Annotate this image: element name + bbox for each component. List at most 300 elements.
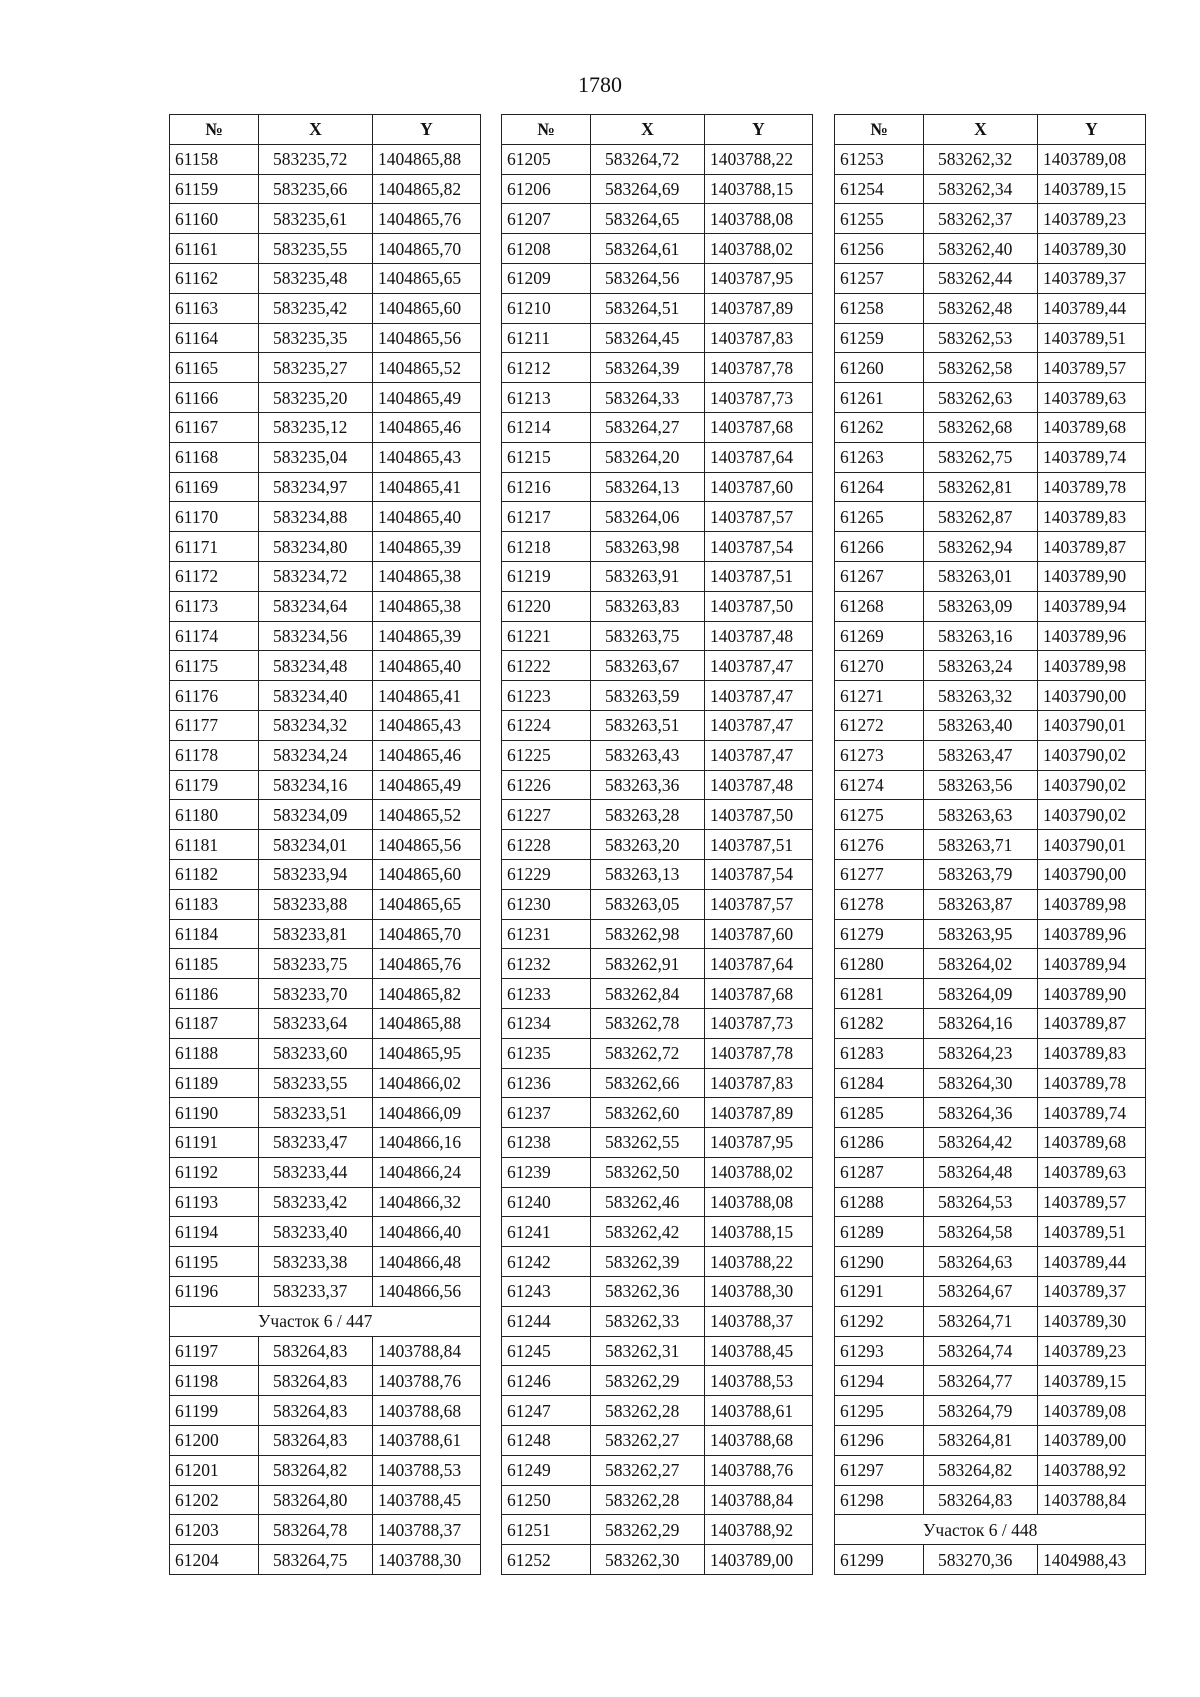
y-coordinate-cell: 1403788,76 xyxy=(705,1455,813,1485)
point-number-cell: 61193 xyxy=(170,1187,259,1217)
x-coordinate-cell: 583262,50 xyxy=(591,1157,705,1187)
x-coordinate-cell: 583262,44 xyxy=(924,263,1038,293)
section-header-row xyxy=(835,1515,1146,1545)
table-row xyxy=(502,770,813,800)
point-number-cell: 61222 xyxy=(502,651,591,681)
y-coordinate-cell: 1403788,15 xyxy=(705,1217,813,1247)
point-number-cell: 61297 xyxy=(835,1455,924,1485)
table-row xyxy=(835,949,1146,979)
y-coordinate-cell: 1403787,60 xyxy=(705,472,813,502)
x-coordinate-cell: 583235,27 xyxy=(259,353,373,383)
y-coordinate-cell: 1404865,65 xyxy=(373,263,481,293)
y-coordinate-cell: 1403788,08 xyxy=(705,204,813,234)
y-coordinate-cell: 1403788,53 xyxy=(373,1455,481,1485)
x-coordinate-cell: 583262,32 xyxy=(924,144,1038,174)
point-number-cell: 61178 xyxy=(170,740,259,770)
x-coordinate-cell: 583264,74 xyxy=(924,1336,1038,1366)
table-row xyxy=(170,353,481,383)
point-number-cell: 61295 xyxy=(835,1396,924,1426)
x-coordinate-cell: 583233,55 xyxy=(259,1068,373,1098)
y-coordinate-cell: 1403788,92 xyxy=(1038,1455,1146,1485)
table-row xyxy=(835,1008,1146,1038)
x-coordinate-cell: 583263,98 xyxy=(591,532,705,562)
table-row xyxy=(835,293,1146,323)
point-number-cell: 61274 xyxy=(835,770,924,800)
table-row xyxy=(835,234,1146,264)
table-row xyxy=(170,323,481,353)
x-coordinate-cell: 583235,61 xyxy=(259,204,373,234)
column-header-x: X xyxy=(924,115,1038,145)
table-row xyxy=(170,710,481,740)
point-number-cell: 61197 xyxy=(170,1336,259,1366)
table-row xyxy=(502,323,813,353)
table-row xyxy=(835,1157,1146,1187)
x-coordinate-cell: 583262,87 xyxy=(924,502,1038,532)
table-row xyxy=(170,472,481,502)
table-row xyxy=(170,889,481,919)
point-number-cell: 61276 xyxy=(835,830,924,860)
y-coordinate-cell: 1403787,64 xyxy=(705,949,813,979)
x-coordinate-cell: 583263,71 xyxy=(924,830,1038,860)
x-coordinate-cell: 583263,59 xyxy=(591,681,705,711)
point-number-cell: 61188 xyxy=(170,1038,259,1068)
y-coordinate-cell: 1404865,49 xyxy=(373,770,481,800)
table-header-row xyxy=(170,115,481,145)
x-coordinate-cell: 583234,24 xyxy=(259,740,373,770)
point-number-cell: 61275 xyxy=(835,800,924,830)
table-row xyxy=(502,263,813,293)
table-row xyxy=(170,204,481,234)
table-row xyxy=(835,472,1146,502)
table-row xyxy=(835,681,1146,711)
table-row xyxy=(835,353,1146,383)
table-row xyxy=(835,204,1146,234)
table-row xyxy=(502,1068,813,1098)
x-coordinate-cell: 583263,20 xyxy=(591,830,705,860)
point-number-cell: 61254 xyxy=(835,174,924,204)
table-row xyxy=(502,472,813,502)
table-row xyxy=(170,1128,481,1158)
x-coordinate-cell: 583264,06 xyxy=(591,502,705,532)
x-coordinate-cell: 583262,91 xyxy=(591,949,705,979)
column-header-number: № xyxy=(170,115,259,145)
x-coordinate-cell: 583264,75 xyxy=(259,1545,373,1575)
table-row xyxy=(835,979,1146,1009)
point-number-cell: 61201 xyxy=(170,1455,259,1485)
x-coordinate-cell: 583234,97 xyxy=(259,472,373,502)
y-coordinate-cell: 1403788,76 xyxy=(373,1366,481,1396)
y-coordinate-cell: 1404865,43 xyxy=(373,710,481,740)
table-row xyxy=(170,859,481,889)
y-coordinate-cell: 1404865,56 xyxy=(373,830,481,860)
x-coordinate-cell: 583263,24 xyxy=(924,651,1038,681)
x-coordinate-cell: 583264,80 xyxy=(259,1485,373,1515)
y-coordinate-cell: 1403788,53 xyxy=(705,1366,813,1396)
y-coordinate-cell: 1403789,30 xyxy=(1038,234,1146,264)
y-coordinate-cell: 1403787,47 xyxy=(705,681,813,711)
y-coordinate-cell: 1404865,39 xyxy=(373,532,481,562)
y-coordinate-cell: 1403789,96 xyxy=(1038,621,1146,651)
table-row xyxy=(835,621,1146,651)
table-row xyxy=(835,1306,1146,1336)
x-coordinate-cell: 583262,66 xyxy=(591,1068,705,1098)
point-number-cell: 61180 xyxy=(170,800,259,830)
x-coordinate-cell: 583263,56 xyxy=(924,770,1038,800)
x-coordinate-cell: 583263,28 xyxy=(591,800,705,830)
x-coordinate-cell: 583262,31 xyxy=(591,1336,705,1366)
point-number-cell: 61284 xyxy=(835,1068,924,1098)
y-coordinate-cell: 1403787,95 xyxy=(705,263,813,293)
point-number-cell: 61264 xyxy=(835,472,924,502)
x-coordinate-cell: 583234,88 xyxy=(259,502,373,532)
x-coordinate-cell: 583233,75 xyxy=(259,949,373,979)
x-coordinate-cell: 583263,63 xyxy=(924,800,1038,830)
x-coordinate-cell: 583234,80 xyxy=(259,532,373,562)
table-row xyxy=(835,1247,1146,1277)
x-coordinate-cell: 583234,09 xyxy=(259,800,373,830)
table-row xyxy=(502,1455,813,1485)
y-coordinate-cell: 1403790,00 xyxy=(1038,681,1146,711)
table-row xyxy=(835,1217,1146,1247)
point-number-cell: 61177 xyxy=(170,710,259,740)
table-row xyxy=(170,1515,481,1545)
point-number-cell: 61240 xyxy=(502,1187,591,1217)
x-coordinate-cell: 583263,83 xyxy=(591,591,705,621)
point-number-cell: 61262 xyxy=(835,412,924,442)
y-coordinate-cell: 1404866,48 xyxy=(373,1247,481,1277)
x-coordinate-cell: 583262,33 xyxy=(591,1306,705,1336)
y-coordinate-cell: 1403787,78 xyxy=(705,353,813,383)
point-number-cell: 61277 xyxy=(835,859,924,889)
table-row xyxy=(835,1336,1146,1366)
table-row xyxy=(502,502,813,532)
y-coordinate-cell: 1403787,60 xyxy=(705,919,813,949)
coordinates-table-2 xyxy=(501,114,813,1575)
x-coordinate-cell: 583233,44 xyxy=(259,1157,373,1187)
point-number-cell: 61265 xyxy=(835,502,924,532)
point-number-cell: 61203 xyxy=(170,1515,259,1545)
table-row xyxy=(835,1545,1146,1575)
y-coordinate-cell: 1404865,76 xyxy=(373,949,481,979)
table-row xyxy=(502,353,813,383)
point-number-cell: 61229 xyxy=(502,859,591,889)
point-number-cell: 61251 xyxy=(502,1515,591,1545)
x-coordinate-cell: 583262,27 xyxy=(591,1426,705,1456)
y-coordinate-cell: 1403789,96 xyxy=(1038,919,1146,949)
table-row xyxy=(170,502,481,532)
point-number-cell: 61207 xyxy=(502,204,591,234)
point-number-cell: 61249 xyxy=(502,1455,591,1485)
y-coordinate-cell: 1403788,61 xyxy=(705,1396,813,1426)
y-coordinate-cell: 1404866,24 xyxy=(373,1157,481,1187)
y-coordinate-cell: 1404865,82 xyxy=(373,174,481,204)
point-number-cell: 61291 xyxy=(835,1277,924,1307)
table-row xyxy=(170,1485,481,1515)
point-number-cell: 61175 xyxy=(170,651,259,681)
x-coordinate-cell: 583233,94 xyxy=(259,859,373,889)
x-coordinate-cell: 583262,29 xyxy=(591,1366,705,1396)
point-number-cell: 61285 xyxy=(835,1098,924,1128)
y-coordinate-cell: 1403788,37 xyxy=(705,1306,813,1336)
x-coordinate-cell: 583263,67 xyxy=(591,651,705,681)
point-number-cell: 61184 xyxy=(170,919,259,949)
table-row xyxy=(835,383,1146,413)
table-row xyxy=(170,174,481,204)
y-coordinate-cell: 1403789,08 xyxy=(1038,1396,1146,1426)
point-number-cell: 61279 xyxy=(835,919,924,949)
table-row xyxy=(835,651,1146,681)
y-coordinate-cell: 1403789,37 xyxy=(1038,1277,1146,1307)
y-coordinate-cell: 1403787,54 xyxy=(705,859,813,889)
point-number-cell: 61208 xyxy=(502,234,591,264)
x-coordinate-cell: 583263,47 xyxy=(924,740,1038,770)
x-coordinate-cell: 583263,40 xyxy=(924,710,1038,740)
table-row xyxy=(835,800,1146,830)
x-coordinate-cell: 583264,83 xyxy=(259,1366,373,1396)
y-coordinate-cell: 1403789,51 xyxy=(1038,323,1146,353)
x-coordinate-cell: 583233,51 xyxy=(259,1098,373,1128)
x-coordinate-cell: 583262,63 xyxy=(924,383,1038,413)
coordinates-table-1 xyxy=(169,114,481,1575)
table-row xyxy=(835,1038,1146,1068)
point-number-cell: 61269 xyxy=(835,621,924,651)
table-row xyxy=(835,323,1146,353)
x-coordinate-cell: 583262,72 xyxy=(591,1038,705,1068)
point-number-cell: 61241 xyxy=(502,1217,591,1247)
x-coordinate-cell: 583264,56 xyxy=(591,263,705,293)
point-number-cell: 61261 xyxy=(835,383,924,413)
y-coordinate-cell: 1404865,40 xyxy=(373,651,481,681)
table-row xyxy=(170,1008,481,1038)
point-number-cell: 61226 xyxy=(502,770,591,800)
table-row xyxy=(502,234,813,264)
y-coordinate-cell: 1403790,01 xyxy=(1038,830,1146,860)
x-coordinate-cell: 583234,40 xyxy=(259,681,373,711)
x-coordinate-cell: 583235,20 xyxy=(259,383,373,413)
table-row xyxy=(170,1426,481,1456)
x-coordinate-cell: 583262,68 xyxy=(924,412,1038,442)
point-number-cell: 61167 xyxy=(170,412,259,442)
point-number-cell: 61190 xyxy=(170,1098,259,1128)
x-coordinate-cell: 583264,63 xyxy=(924,1247,1038,1277)
y-coordinate-cell: 1403789,37 xyxy=(1038,263,1146,293)
table-row xyxy=(502,1515,813,1545)
y-coordinate-cell: 1403788,30 xyxy=(373,1545,481,1575)
x-coordinate-cell: 583264,02 xyxy=(924,949,1038,979)
table-row xyxy=(170,1277,481,1307)
table-row xyxy=(170,621,481,651)
point-number-cell: 61252 xyxy=(502,1545,591,1575)
table-row xyxy=(170,1068,481,1098)
y-coordinate-cell: 1403788,68 xyxy=(705,1426,813,1456)
table-header-row xyxy=(835,115,1146,145)
point-number-cell: 61250 xyxy=(502,1485,591,1515)
x-coordinate-cell: 583233,47 xyxy=(259,1128,373,1158)
y-coordinate-cell: 1403788,02 xyxy=(705,1157,813,1187)
column-header-y: Y xyxy=(1038,115,1146,145)
x-coordinate-cell: 583264,48 xyxy=(924,1157,1038,1187)
x-coordinate-cell: 583234,32 xyxy=(259,710,373,740)
x-coordinate-cell: 583263,51 xyxy=(591,710,705,740)
y-coordinate-cell: 1404865,46 xyxy=(373,412,481,442)
point-number-cell: 61212 xyxy=(502,353,591,383)
table-row xyxy=(835,412,1146,442)
table-row xyxy=(170,770,481,800)
table-row xyxy=(835,144,1146,174)
y-coordinate-cell: 1403789,94 xyxy=(1038,949,1146,979)
y-coordinate-cell: 1403788,84 xyxy=(373,1336,481,1366)
column-header-x: X xyxy=(591,115,705,145)
point-number-cell: 61270 xyxy=(835,651,924,681)
point-number-cell: 61194 xyxy=(170,1217,259,1247)
point-number-cell: 61290 xyxy=(835,1247,924,1277)
x-coordinate-cell: 583262,28 xyxy=(591,1485,705,1515)
x-coordinate-cell: 583264,58 xyxy=(924,1217,1038,1247)
x-coordinate-cell: 583233,37 xyxy=(259,1277,373,1307)
y-coordinate-cell: 1404865,49 xyxy=(373,383,481,413)
table-row xyxy=(502,1545,813,1575)
point-number-cell: 61289 xyxy=(835,1217,924,1247)
y-coordinate-cell: 1403787,50 xyxy=(705,591,813,621)
point-number-cell: 61170 xyxy=(170,502,259,532)
x-coordinate-cell: 583234,01 xyxy=(259,830,373,860)
y-coordinate-cell: 1403789,15 xyxy=(1038,174,1146,204)
x-coordinate-cell: 583264,45 xyxy=(591,323,705,353)
x-coordinate-cell: 583235,48 xyxy=(259,263,373,293)
y-coordinate-cell: 1403790,00 xyxy=(1038,859,1146,889)
y-coordinate-cell: 1403789,83 xyxy=(1038,502,1146,532)
y-coordinate-cell: 1404866,40 xyxy=(373,1217,481,1247)
point-number-cell: 61298 xyxy=(835,1485,924,1515)
table-row xyxy=(170,383,481,413)
table-row xyxy=(835,591,1146,621)
x-coordinate-cell: 583262,46 xyxy=(591,1187,705,1217)
point-number-cell: 61168 xyxy=(170,442,259,472)
point-number-cell: 61296 xyxy=(835,1426,924,1456)
table-row xyxy=(170,234,481,264)
table-row xyxy=(502,1038,813,1068)
table-row xyxy=(835,1396,1146,1426)
y-coordinate-cell: 1403788,84 xyxy=(1038,1485,1146,1515)
x-coordinate-cell: 583263,32 xyxy=(924,681,1038,711)
point-number-cell: 61266 xyxy=(835,532,924,562)
point-number-cell: 61230 xyxy=(502,889,591,919)
table-row xyxy=(835,442,1146,472)
y-coordinate-cell: 1404865,41 xyxy=(373,472,481,502)
y-coordinate-cell: 1404866,32 xyxy=(373,1187,481,1217)
table-row xyxy=(502,1396,813,1426)
point-number-cell: 61234 xyxy=(502,1008,591,1038)
y-coordinate-cell: 1403789,87 xyxy=(1038,532,1146,562)
point-number-cell: 61256 xyxy=(835,234,924,264)
section-header-row xyxy=(170,1306,481,1336)
x-coordinate-cell: 583235,42 xyxy=(259,293,373,323)
y-coordinate-cell: 1403789,63 xyxy=(1038,383,1146,413)
point-number-cell: 61215 xyxy=(502,442,591,472)
y-coordinate-cell: 1403789,30 xyxy=(1038,1306,1146,1336)
table-row xyxy=(502,174,813,204)
table-row xyxy=(835,532,1146,562)
table-row xyxy=(835,1187,1146,1217)
y-coordinate-cell: 1404865,52 xyxy=(373,800,481,830)
point-number-cell: 61210 xyxy=(502,293,591,323)
point-number-cell: 61200 xyxy=(170,1426,259,1456)
table-row xyxy=(170,1157,481,1187)
point-number-cell: 61233 xyxy=(502,979,591,1009)
x-coordinate-cell: 583262,29 xyxy=(591,1515,705,1545)
x-coordinate-cell: 583233,64 xyxy=(259,1008,373,1038)
point-number-cell: 61243 xyxy=(502,1277,591,1307)
x-coordinate-cell: 583270,36 xyxy=(924,1545,1038,1575)
x-coordinate-cell: 583234,16 xyxy=(259,770,373,800)
point-number-cell: 61288 xyxy=(835,1187,924,1217)
table-row xyxy=(835,1366,1146,1396)
y-coordinate-cell: 1403789,94 xyxy=(1038,591,1146,621)
x-coordinate-cell: 583264,33 xyxy=(591,383,705,413)
table-row xyxy=(170,800,481,830)
table-row xyxy=(502,1336,813,1366)
point-number-cell: 61293 xyxy=(835,1336,924,1366)
table-row xyxy=(502,561,813,591)
table-row xyxy=(170,830,481,860)
point-number-cell: 61247 xyxy=(502,1396,591,1426)
y-coordinate-cell: 1404865,88 xyxy=(373,144,481,174)
y-coordinate-cell: 1403789,74 xyxy=(1038,1098,1146,1128)
point-number-cell: 61195 xyxy=(170,1247,259,1277)
point-number-cell: 61235 xyxy=(502,1038,591,1068)
point-number-cell: 61204 xyxy=(170,1545,259,1575)
y-coordinate-cell: 1404865,70 xyxy=(373,919,481,949)
table-row xyxy=(170,979,481,1009)
table-row xyxy=(502,889,813,919)
table-row xyxy=(502,1277,813,1307)
x-coordinate-cell: 583263,13 xyxy=(591,859,705,889)
x-coordinate-cell: 583264,27 xyxy=(591,412,705,442)
y-coordinate-cell: 1404865,82 xyxy=(373,979,481,1009)
x-coordinate-cell: 583233,38 xyxy=(259,1247,373,1277)
y-coordinate-cell: 1403789,90 xyxy=(1038,979,1146,1009)
table-row xyxy=(170,1187,481,1217)
point-number-cell: 61238 xyxy=(502,1128,591,1158)
point-number-cell: 61281 xyxy=(835,979,924,1009)
y-coordinate-cell: 1403789,44 xyxy=(1038,1247,1146,1277)
x-coordinate-cell: 583264,13 xyxy=(591,472,705,502)
point-number-cell: 61263 xyxy=(835,442,924,472)
table-row xyxy=(502,412,813,442)
y-coordinate-cell: 1403789,78 xyxy=(1038,472,1146,502)
y-coordinate-cell: 1403787,73 xyxy=(705,1008,813,1038)
table-row xyxy=(835,830,1146,860)
point-number-cell: 61271 xyxy=(835,681,924,711)
point-number-cell: 61218 xyxy=(502,532,591,562)
y-coordinate-cell: 1403789,51 xyxy=(1038,1217,1146,1247)
y-coordinate-cell: 1403787,89 xyxy=(705,293,813,323)
y-coordinate-cell: 1403788,08 xyxy=(705,1187,813,1217)
x-coordinate-cell: 583262,60 xyxy=(591,1098,705,1128)
y-coordinate-cell: 1403787,64 xyxy=(705,442,813,472)
y-coordinate-cell: 1403787,48 xyxy=(705,621,813,651)
y-coordinate-cell: 1404865,88 xyxy=(373,1008,481,1038)
page-number: 1780 xyxy=(578,72,622,97)
y-coordinate-cell: 1404865,40 xyxy=(373,502,481,532)
point-number-cell: 61206 xyxy=(502,174,591,204)
table-row xyxy=(502,651,813,681)
x-coordinate-cell: 583263,87 xyxy=(924,889,1038,919)
table-row xyxy=(502,710,813,740)
y-coordinate-cell: 1403787,89 xyxy=(705,1098,813,1128)
point-number-cell: 61189 xyxy=(170,1068,259,1098)
x-coordinate-cell: 583264,65 xyxy=(591,204,705,234)
